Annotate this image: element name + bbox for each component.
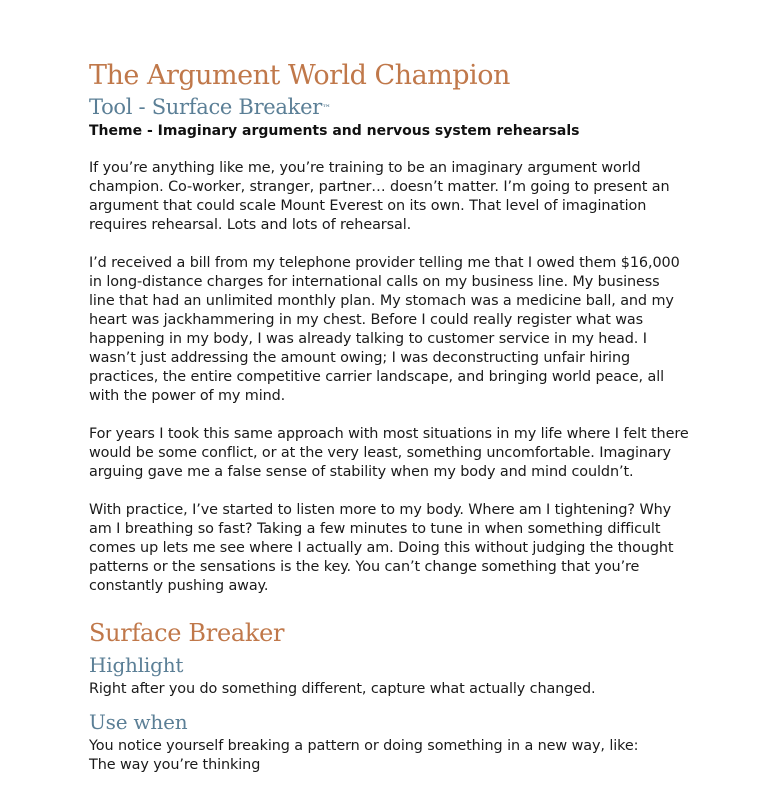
theme-line: Theme - Imaginary arguments and nervous system rehearsals <box>89 123 580 139</box>
section-title-surface-breaker: Surface Breaker <box>89 619 285 647</box>
paragraph-intro: If you’re anything like me, you’re training to be an imaginary argument world champion. Co-worker, stranger, partner… doesn’t matter. I’m going to present an argument that could scale Mount Everest on its own. That level of imagination requires rehearsal. Lots and lots of rehearsal. <box>89 160 670 233</box>
page-title: The Argument World Champion <box>89 60 510 91</box>
document-page <box>89 60 689 775</box>
highlight-heading: Highlight <box>89 653 184 677</box>
paragraph-practice: With practice, I’ve started to listen more to my body. Where am I tightening? Why am I breathing so fast? Taking a few minutes to tune in when something difficult comes up lets me see where I actually am. Doing this without judging the thought patterns or the sensations is the key. You can’t change something that you’re constantly pushing away. <box>89 502 674 594</box>
tool-heading <box>89 94 689 120</box>
use-when-text: You notice yourself breaking a pattern or doing something in a new way, like: <box>89 738 639 754</box>
tool-label: Tool - Surface Breaker <box>89 95 322 119</box>
use-when-item: The way you’re thinking <box>89 757 261 773</box>
paragraph-bill-story: I’d received a bill from my telephone provider telling me that I owed them $16,000 in long-distance charges for international calls on my business line. My business line that had an unlimited monthly plan. My stomach was a medicine ball, and my heart was jackhammering in my chest. Before I could really register what was happening in my body, I was already talking to customer service in my head. I wasn’t just addressing the amount owing; I was deconstructing unfair hiring practices, the entire competitive carrier landscape, and bringing world peace, all with the power of my mind. <box>89 255 680 404</box>
trademark-mark: ™ <box>321 104 331 114</box>
highlight-text: Right after you do something different, capture what actually changed. <box>89 681 596 697</box>
paragraph-years: For years I took this same approach with most situations in my life where I felt there would be some conflict, or at the very least, something uncomfortable. Imaginary arguing gave me a false sense of stability when my body and mind couldn’t. <box>89 426 689 480</box>
use-when-heading: Use when <box>89 710 188 734</box>
